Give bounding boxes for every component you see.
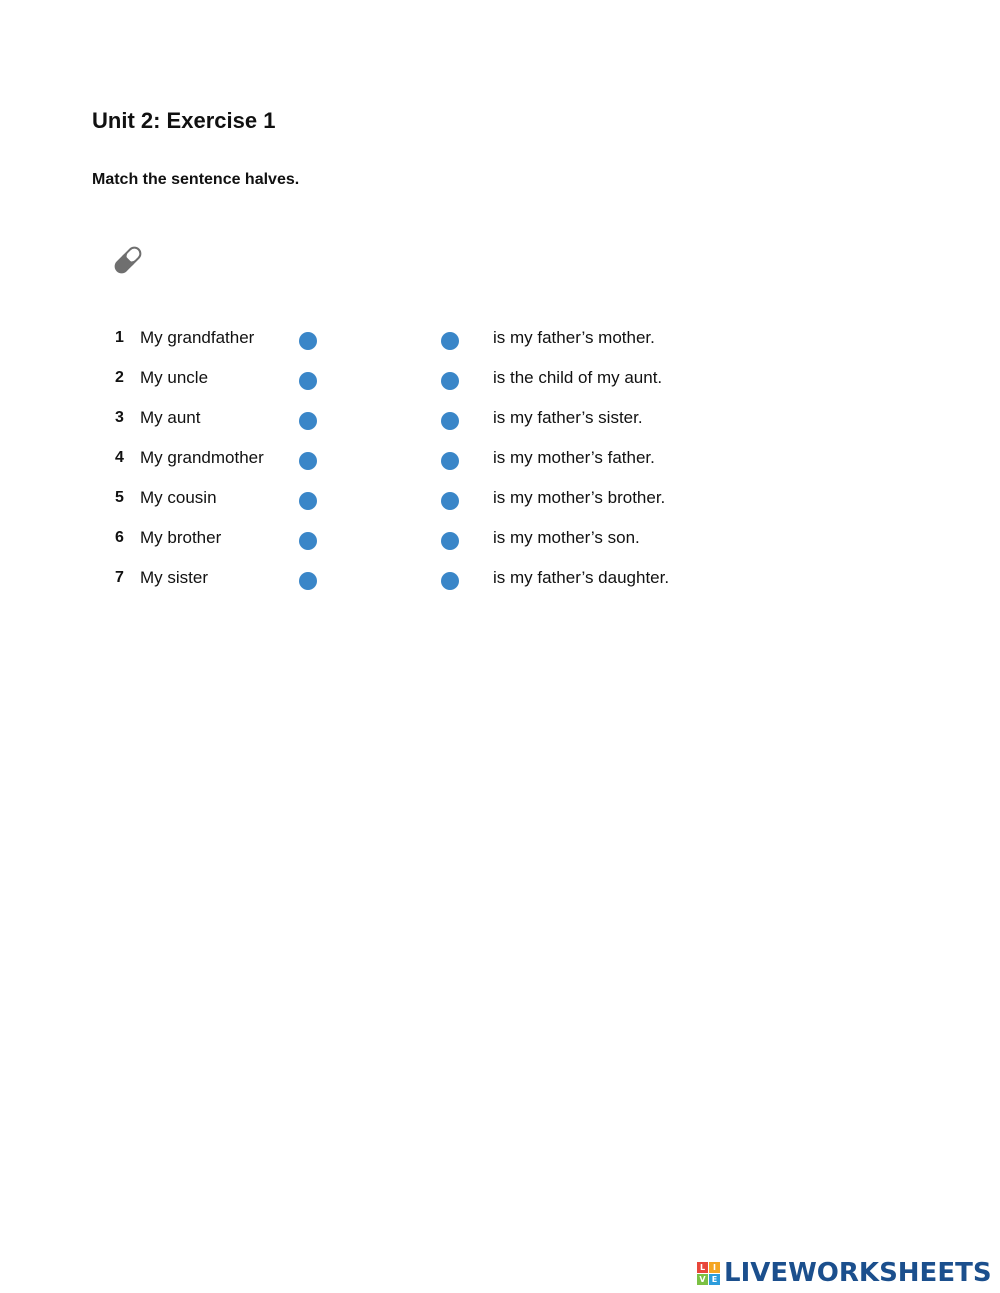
page-title: Unit 2: Exercise 1 [92,108,276,133]
item-number: 2 [115,369,124,386]
liveworksheets-logo-icon [697,1262,720,1285]
left-phrase: My aunt [140,408,201,427]
left-match-dot[interactable] [299,492,317,510]
left-phrase: My grandfather [140,328,255,347]
right-phrase: is my mother’s son. [493,528,640,547]
item-number: 7 [115,569,124,586]
brand-text: LIVEWORKSHEETS [724,1258,992,1288]
item-number: 5 [115,489,124,506]
right-phrase: is my mother’s father. [493,448,655,467]
left-match-dot[interactable] [299,372,317,390]
right-phrase: is my father’s daughter. [493,568,670,587]
left-phrase: My grandmother [140,448,264,467]
eraser-icon[interactable] [108,240,148,280]
right-match-dot[interactable] [441,452,459,470]
match-row [0,526,1000,566]
right-match-dot[interactable] [441,332,459,350]
liveworksheets-brand [697,1258,992,1288]
logo-letter: E [709,1274,720,1285]
right-match-dot[interactable] [441,572,459,590]
match-row [0,486,1000,526]
right-match-dot[interactable] [441,532,459,550]
match-row [0,406,1000,446]
item-number: 3 [115,409,124,426]
right-phrase: is my mother’s brother. [493,488,666,507]
match-row [0,446,1000,486]
item-number: 6 [115,529,124,546]
right-match-dot[interactable] [441,412,459,430]
match-row [0,326,1000,366]
left-match-dot[interactable] [299,532,317,550]
item-number: 4 [115,449,124,466]
logo-letter: V [697,1274,708,1285]
left-match-dot[interactable] [299,452,317,470]
right-phrase: is the child of my aunt. [493,368,663,387]
logo-letter: L [697,1262,708,1273]
left-phrase: My cousin [140,488,217,507]
match-row [0,366,1000,406]
right-match-dot[interactable] [441,372,459,390]
right-match-dot[interactable] [441,492,459,510]
left-match-dot[interactable] [299,572,317,590]
item-number: 1 [115,329,124,346]
match-row [0,566,1000,606]
right-phrase: is my father’s mother. [493,328,655,347]
left-match-dot[interactable] [299,412,317,430]
instruction-text: Match the sentence halves. [92,171,300,188]
left-phrase: My brother [140,528,222,547]
left-phrase: My uncle [140,368,209,387]
right-phrase: is my father’s sister. [493,408,643,427]
logo-letter: I [709,1262,720,1273]
left-match-dot[interactable] [299,332,317,350]
left-phrase: My sister [140,568,208,587]
